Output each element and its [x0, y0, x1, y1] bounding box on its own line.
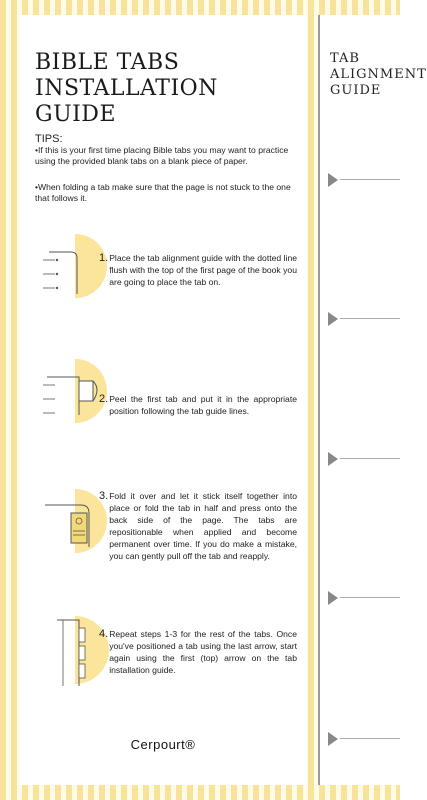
step-3	[99, 490, 297, 562]
tip-item: •If this is your first time placing Bible tabs you may want to practice using the provided blank tabs on a blank piece of paper.	[35, 145, 289, 166]
step-1	[99, 252, 297, 288]
step-2	[99, 393, 297, 417]
title-line-1: BIBLE TABS	[35, 50, 180, 75]
brand-name: Cerpourt®	[130, 737, 196, 752]
step-text: Peel the first tab and put it in the appropriate position following the tab guide lines.	[109, 394, 297, 416]
tab-alignment-guide	[318, 15, 427, 785]
triangle-right-arrow-icon	[328, 312, 400, 326]
guide-title: TAB ALIGNMENT GUIDE	[330, 51, 427, 98]
step-number: 3.	[99, 490, 109, 502]
page-title	[35, 50, 295, 128]
step-number: 1.	[99, 252, 109, 264]
instruction-card	[19, 15, 307, 785]
step-number: 2.	[99, 393, 109, 405]
title-line-2: INSTALLATION GUIDE	[35, 76, 218, 127]
step-number: 4.	[99, 628, 109, 640]
step-4	[99, 628, 297, 676]
step-1-illustration	[35, 230, 109, 298]
triangle-right-arrow-icon	[328, 173, 400, 187]
step-text: Fold it over and let it stick itself together into place or fold the tab in half and press onto the back side of the page. The tabs are repositionable when applied and become permanent over time. If you do make a mistake, you can gently pull off the tab and reapply.	[109, 491, 297, 561]
step-3-illustration	[35, 485, 109, 553]
tip-item: •When folding a tab make sure that the page is not stuck to the one that follows it.	[35, 182, 291, 203]
triangle-right-arrow-icon	[328, 452, 400, 466]
step-2-illustration	[35, 355, 109, 423]
step-text: Repeat steps 1-3 for the rest of the tabs. Once you've positioned a tab using the last arrow, start again using the first (top) arrow on the tab installation guide.	[109, 629, 297, 675]
tips-label: TIPS:	[35, 133, 63, 145]
triangle-right-arrow-icon	[328, 591, 400, 605]
step-text: Place the tab alignment guide with the dotted line flush with the top of the first page of the book you are going to place the tab on.	[109, 253, 297, 287]
triangle-right-arrow-icon	[328, 732, 400, 746]
step-4-illustration	[35, 610, 109, 678]
